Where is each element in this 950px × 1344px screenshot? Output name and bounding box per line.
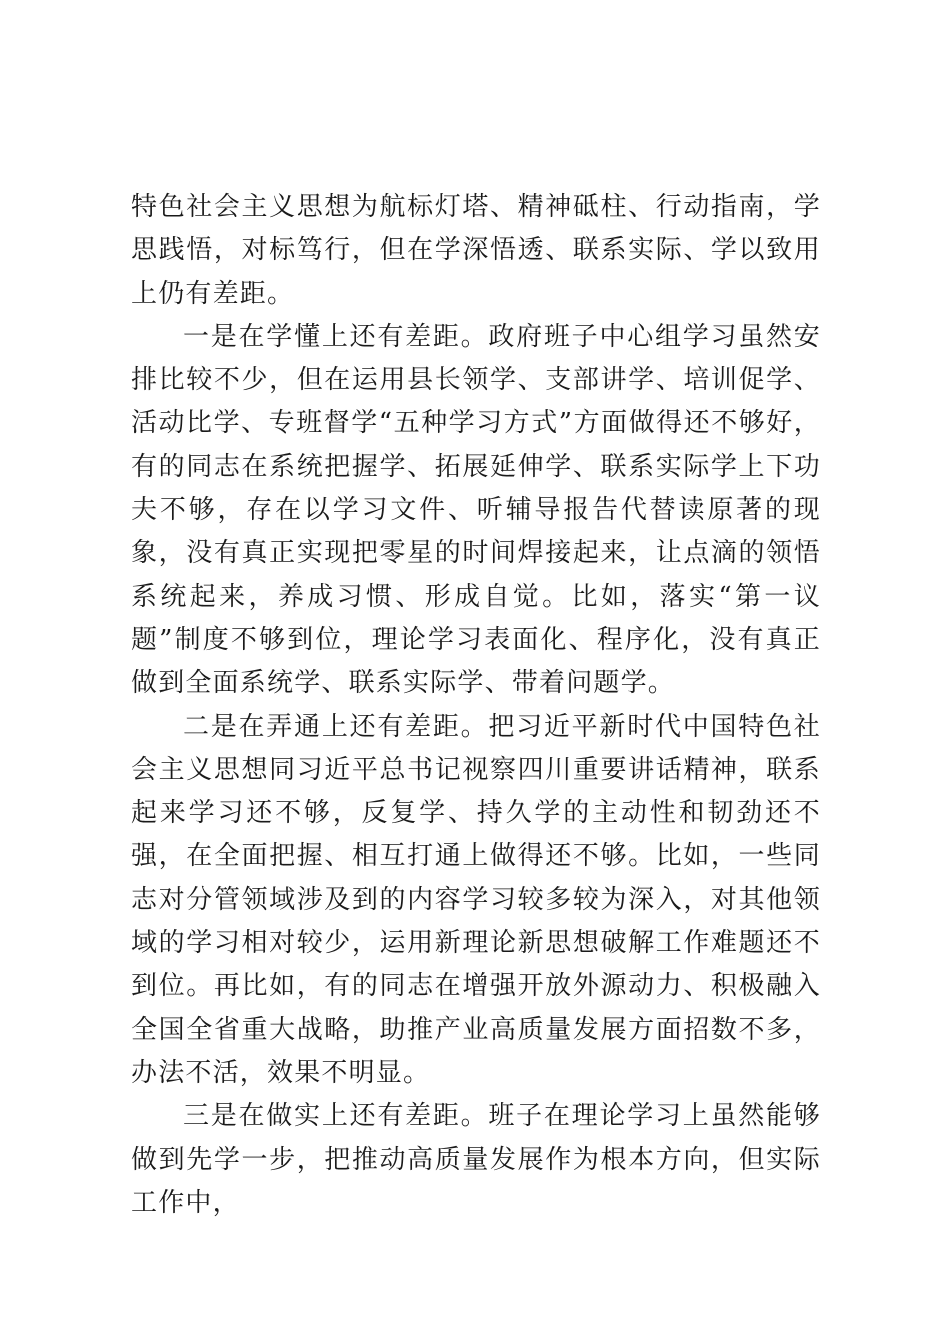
- paragraph-zuoshi: 三是在做实上还有差距。班子在理论学习上虽然能够做到先学一步，把推动高质量发展作为根本方向，但实际工作中，: [131, 1101, 821, 1218]
- document-body: [131, 186, 821, 1225]
- paragraph-xuedong: 一是在学懂上还有差距。政府班子中心组学习虽然安排比较不少，但在运用县长领学、支部讲学、培训促学、活动比学、专班督学“五种学习方式”方面做得还不够好，有的同志在系统把握学、拓展延伸学、联系实际学上下功夫不够，存在以学习文件、听辅导报告代替读原著的现象，没有真正实现把零星的时间焊接起来，让点滴的领悟系统起来，养成习惯、形成自觉。比如，落实“第一议题”制度不够到位，理论学习表面化、程序化，没有真正做到全面系统学、联系实际学、带着问题学。: [131, 321, 821, 699]
- paragraph-continuation: 特色社会主义思想为航标灯塔、精神砥柱、行动指南，学思践悟，对标笃行，但在学深悟透、联系实际、学以致用上仍有差距。: [131, 192, 821, 309]
- paragraph-nongtong: 二是在弄通上还有差距。把习近平新时代中国特色社会主义思想同习近平总书记视察四川重要讲话精神，联系起来学习还不够，反复学、持久学的主动性和韧劲还不强，在全面把握、相互打通上做得还不够。比如，一些同志对分管领域涉及到的内容学习较多较为深入，对其他领域的学习相对较少，运用新理论新思想破解工作难题还不到位。再比如，有的同志在增强开放外源动力、积极融入全国全省重大战略，助推产业高质量发展方面招数不多，办法不活，效果不明显。: [131, 711, 821, 1088]
